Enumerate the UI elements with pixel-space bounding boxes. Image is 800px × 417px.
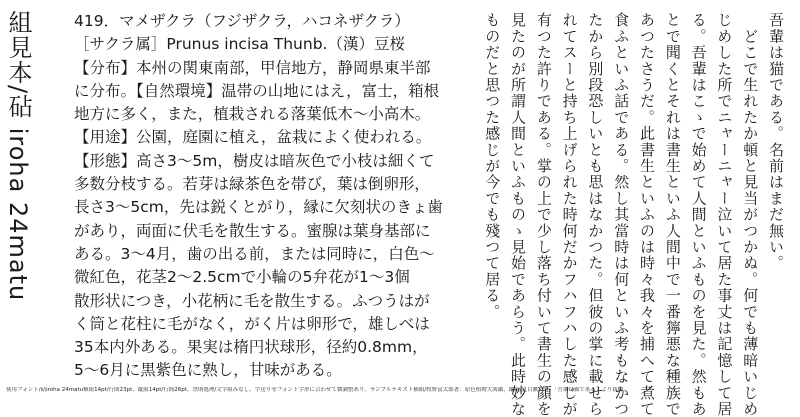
footer-caption: 使用フォント/砧iroha 24matu横組14pt/行間23pt、縦組14pt/行間26pt、禁則処理/文字組みなし、字送り等フォント字形に合わせて微調整あり。サンプルテキスト横組/牧野富太郎著：原色植物大図鑑、縦組/夏目漱石著：「吾輩は猫である」より抜粋。 (6, 387, 629, 393)
vertical-sample-text (478, 12, 788, 417)
horizontal-line: 【用途】公園，庭園に植え，盆栽によく使われる。 (74, 128, 432, 147)
horizontal-line: 微紅色，花茎2～2.5cmで小輪の5弁花が1～3個 (74, 268, 410, 287)
horizontal-line: 【分布】本州の関東南部，甲信地方，静岡県東半部 (74, 58, 431, 77)
vertical-column: どこで生れたか頓と見当がつかぬ。何でも薄暗いじめ (741, 12, 760, 417)
horizontal-line: があり，両面に伏毛を散生する。蜜腺は葉身基部に (74, 221, 431, 240)
horizontal-line: に分布。【自然環境】温帯の山地にはえ，富士，箱根 (74, 81, 440, 100)
horizontal-line: 地方に多く，また，植栽される落葉低木～小高木。 (74, 105, 431, 124)
horizontal-line: 長さ3～5cm，先は鋭くとがり，縁に欠刻状のきょ歯 (74, 198, 443, 217)
horizontal-line: 5～6月に黒紫色に熟し，甘味がある。 (74, 361, 342, 380)
horizontal-line: く筒と花柱に毛がなく，がく片は卵形で，雄しべは (74, 314, 430, 333)
horizontal-line: ［サクラ属］Prunus incisa Thunb.（漢）豆桜 (74, 35, 405, 54)
vertical-column: れてスーと持ち上げられた時何だかフハフハした感じが (560, 12, 579, 417)
vertical-column: たから別段恐しいとも思はなかつた。但彼の掌に載せら (586, 12, 605, 417)
vertical-column: じめした所でニャーニャー泣いて居た事丈は記憶して居 (715, 12, 734, 417)
vertical-column: る。吾輩はこゝで始めて人間といふものを見た。然もあ (689, 12, 708, 417)
horizontal-line: 多数分枝する。若芽は緑茶色を帯び，葉は倒卵形， (74, 175, 430, 194)
horizontal-line: 【形態】高さ3～5m，樹皮は暗灰色で小枝は細くて (74, 151, 435, 170)
horizontal-line: ある。3～4月，歯の出る前，または同時に，白色～ (74, 244, 435, 263)
vertical-column: 食ふといふ話である。然し其當時は何といふ考もなかつ (612, 12, 631, 417)
vertical-column: あつたさうだ。此書生といふのは時々我々を捕へて煮て (638, 12, 657, 417)
horizontal-line: 35本内外ある。果実は楕円状球形，径約0.8mm， (74, 338, 428, 357)
vertical-column: 吾輩は猫である。名前はまだ無い。 (767, 12, 785, 272)
vertical-column: 見たのが所謂人間といふものゝ見始であらう。此時妙な (509, 12, 528, 417)
vertical-column: ものだと思つた感じが今でも殘つて居る。 (483, 12, 502, 320)
vertical-column: とで聞くとそれは書生といふ人間中で一番獰悪な種族で (663, 12, 682, 417)
horizontal-sample-text (74, 10, 470, 383)
font-name-title: 組見本/砧 iroha 24matu (4, 10, 32, 302)
horizontal-line: 散形状につき，小花柄に毛を散生する。ふつうはが (74, 291, 430, 310)
horizontal-line: 419．マメザクラ（フジザクラ，ハコネザクラ） (74, 12, 410, 30)
vertical-column: 有つた許りである。掌の上で少し落ち付いて書生の顔を (534, 12, 553, 417)
